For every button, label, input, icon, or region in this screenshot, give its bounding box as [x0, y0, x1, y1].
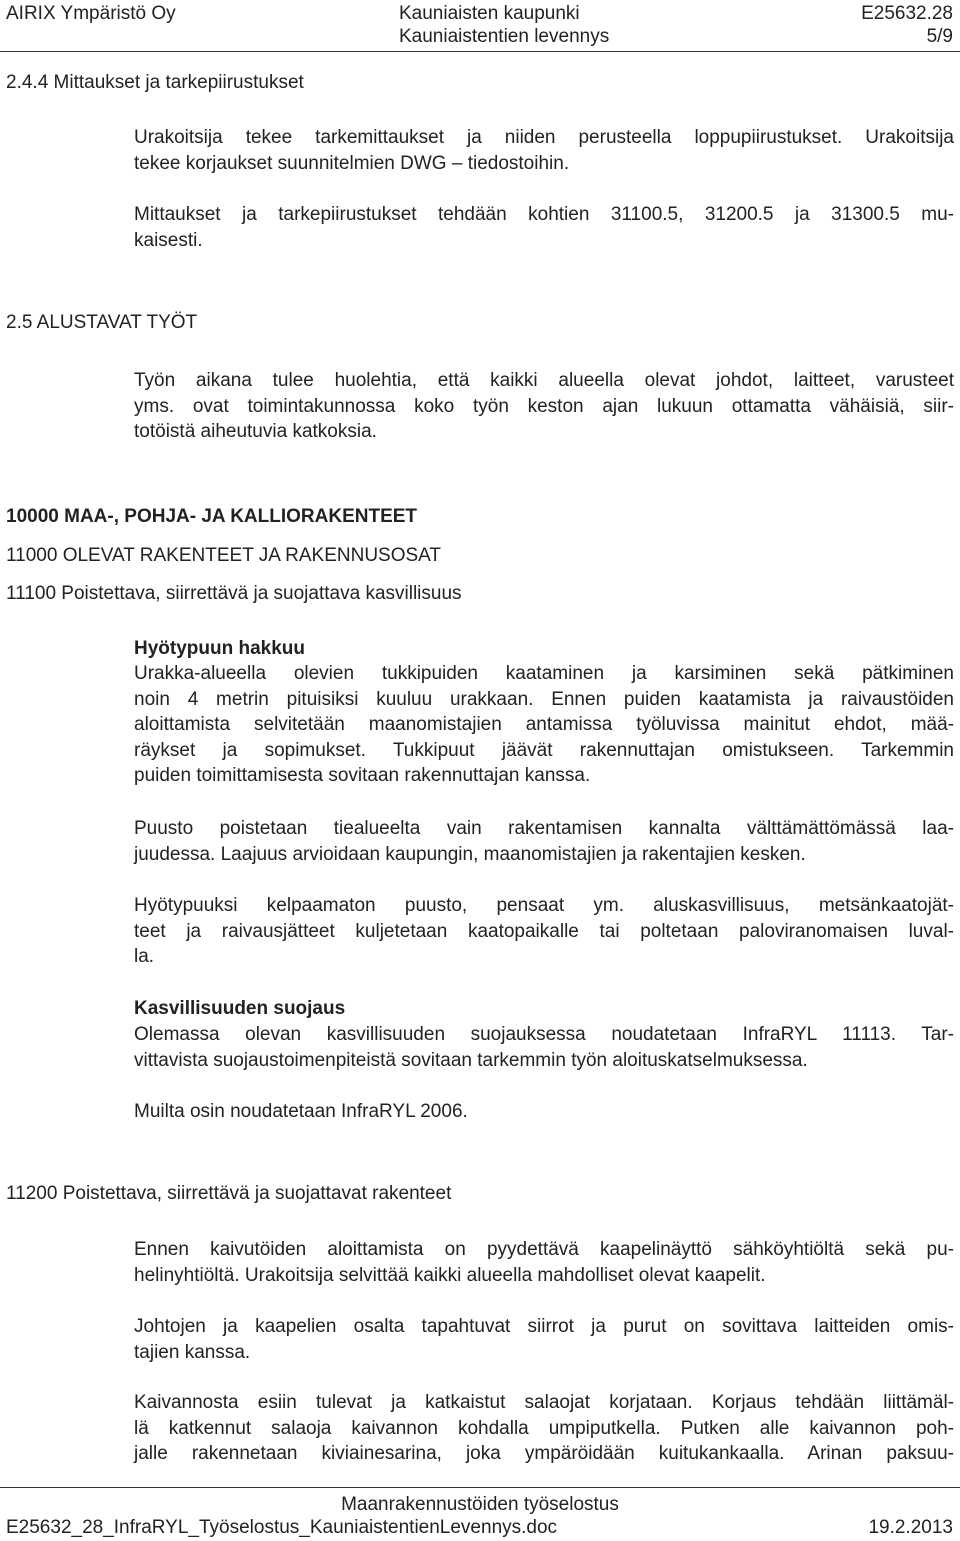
paragraph	[134, 125, 954, 176]
text-line: lä katkennut salaoja kaivannon kohdalla umpiputkella. Putken alle kaivannon poh-	[134, 1417, 954, 1439]
footer-date: 19.2.2013	[868, 1517, 953, 1538]
text-line: aloittamista selvitetään maanomistajien antamissa työluvissa mainitut ehdot, mää-	[134, 714, 954, 735]
paragraph	[134, 1314, 954, 1365]
section-heading-11200: 11200 Poistettava, siirrettävä ja suojattavat rakenteet	[6, 1183, 452, 1204]
section-heading-11100: 11100 Poistettava, siirrettävä ja suojattava kasvillisuus	[6, 583, 462, 604]
text-line: Puusto poistetaan tiealueelta vain rakentamisen kannalta välttämättömässä laa-	[134, 818, 954, 839]
paragraph	[134, 368, 954, 445]
text-line: tekee korjaukset suunnitelmien DWG – tiedostoihin.	[134, 152, 570, 174]
footer-divider	[0, 1487, 960, 1488]
header-company: AIRIX Ympäristö Oy	[6, 3, 176, 24]
text-line: vittavista suojaustoimenpiteistä sovitaan tarkemmin työn aloituskatselmuksessa.	[134, 1049, 808, 1071]
text-line: jalle rakennetaan kiviainesarina, joka ympäröidään kuitukankaalla. Arinan paksuu-	[134, 1443, 954, 1464]
section-heading-10000: 10000 MAA-, POHJA- JA KALLIORAKENTEET	[6, 506, 418, 527]
text-line: Urakka-alueella olevien tukkipuiden kaataminen ja karsiminen sekä pätkiminen	[134, 663, 954, 684]
paragraph	[134, 816, 954, 867]
paragraph	[134, 1390, 954, 1467]
text-line: totöistä aiheutuvia katkoksia.	[134, 421, 377, 442]
section-heading-11000: 11000 OLEVAT RAKENTEET JA RAKENNUSOSAT	[6, 545, 442, 566]
subheading-kasvillisuuden-suojaus: Kasvillisuuden suojaus	[134, 998, 346, 1019]
header-client: Kauniaisten kaupunki	[399, 3, 580, 24]
text-line: Ennen kaivutöiden aloittamista on pyydettävä kaapelinäyttö sähköyhtiöltä sekä pu-	[134, 1239, 954, 1260]
text-line: Olemassa olevan kasvillisuuden suojauksessa noudatetaan InfraRYL 11113. Tar-	[134, 1024, 954, 1045]
text-line: teet ja raivausjätteet kuljetetaan kaatopaikalle tai poltetaan paloviranomaisen luval-	[134, 920, 954, 942]
text-line: Kaivannosta esiin tulevat ja katkaistut salaojat korjataan. Korjaus tehdään liittämäl-	[134, 1392, 954, 1413]
text-line: Johtojen ja kaapelien osalta tapahtuvat siirrot ja purut on sovittava laitteiden omis-	[134, 1316, 954, 1337]
text-line: noin 4 metrin pituisiksi kuuluu urakkaan. Ennen puiden kaatamista ja raivaustöiden	[134, 688, 954, 710]
text-line: räykset ja sopimukset. Tukkipuut jäävät rakennuttajan omistukseen. Tarkemmin	[134, 739, 954, 761]
paragraph	[134, 893, 954, 970]
text-line: tajien kanssa.	[134, 1341, 251, 1363]
text-line: Muilta osin noudatetaan InfraRYL 2006.	[134, 1101, 468, 1122]
section-heading-2-4-4: 2.4.4 Mittaukset ja tarkepiirustukset	[6, 72, 304, 93]
footer-filename: E25632_28_InfraRYL_Työselostus_KauniaistentienLevennys.doc	[6, 1517, 558, 1538]
section-heading-2-5: 2.5 ALUSTAVAT TYÖT	[6, 312, 198, 333]
text-line: kaisesti.	[134, 229, 203, 251]
header-page-number: 5/9	[926, 26, 953, 47]
paragraph	[134, 1237, 954, 1288]
footer-title: Maanrakennustöiden työselostus	[341, 1494, 619, 1515]
text-line: Urakoitsija tekee tarkemittaukset ja niiden perusteella loppupiirustukset. Urakoitsija	[134, 127, 954, 148]
header-doc-code: E25632.28	[861, 3, 953, 24]
header-divider	[0, 51, 960, 52]
paragraph	[134, 1099, 954, 1125]
header-project: Kauniaistentien levennys	[399, 26, 610, 47]
paragraph	[134, 1022, 954, 1073]
text-line: Mittaukset ja tarkepiirustukset tehdään kohtien 31100.5, 31200.5 ja 31300.5 mu-	[134, 204, 954, 225]
paragraph	[134, 661, 954, 789]
paragraph	[134, 202, 954, 253]
text-line: Hyötypuuksi kelpaamaton puusto, pensaat ym. aluskasvillisuus, metsänkaatojät-	[134, 895, 954, 916]
text-line: puiden toimittamisesta sovitaan rakennuttajan kanssa.	[134, 765, 591, 786]
subheading-hyotypuun-hakkuu: Hyötypuun hakkuu	[134, 638, 306, 659]
text-line: yms. ovat toimintakunnossa koko työn keston ajan lukuun ottamatta vähäisiä, siir-	[134, 395, 954, 417]
text-line: la.	[134, 946, 155, 967]
text-line: helinyhtiöltä. Urakoitsija selvittää kaikki alueella mahdolliset olevat kaapelit.	[134, 1264, 766, 1286]
text-line: Työn aikana tulee huolehtia, että kaikki alueella olevat johdot, laitteet, varusteet	[134, 370, 954, 391]
text-line: juudessa. Laajuus arvioidaan kaupungin, maanomistajien ja rakentajien kesken.	[134, 843, 806, 865]
